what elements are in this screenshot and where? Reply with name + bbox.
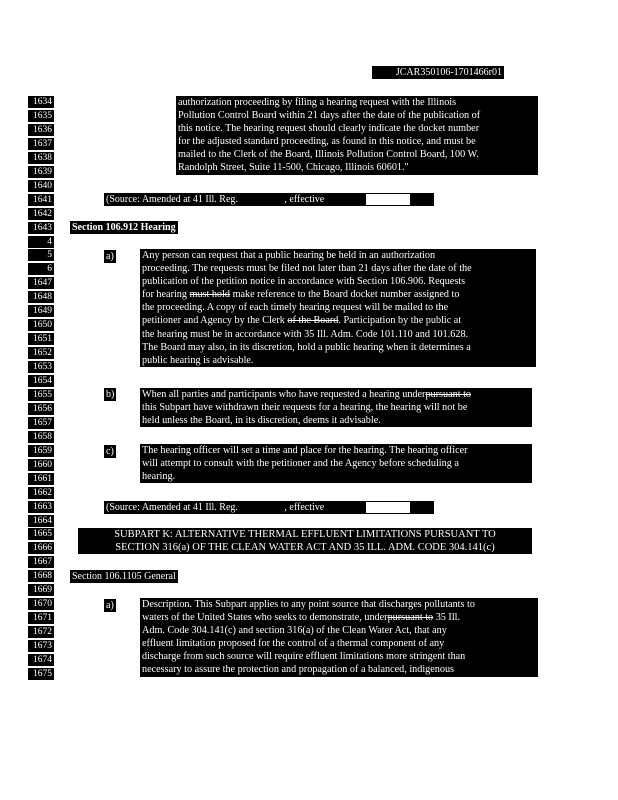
paragraph-line: publication of the petition notice in accordance with Section 106.906. Requests [142, 276, 466, 288]
redaction-gap [460, 194, 530, 205]
paragraph-line: will attempt to consult with the petitioner and the Agency before scheduling a [142, 458, 459, 470]
source-prefix: (Source: Amended at 41 Ill. Reg. [106, 194, 241, 205]
paragraph-line: the proceeding. A copy of each timely hearing request will be mailed to the [142, 302, 449, 314]
line-number: 1660 [28, 459, 54, 471]
line-number: 1668 [28, 570, 54, 582]
line-number: 1634 [28, 96, 54, 108]
paragraph-line: When all parties and participants who have requested a hearing underpursuant to [142, 389, 472, 400]
paragraph-line: The hearing officer will set a time and place for the hearing. The hearing officer [142, 445, 468, 456]
document-id: JCAR350106-1701466r01 [372, 66, 504, 79]
paragraph-line: mailed to the Clerk of the Board, Illinois Pollution Control Board, 100 W. [178, 149, 479, 161]
section-heading-1105: Section 106.1105 General [72, 571, 176, 582]
line-number: 1649 [28, 305, 54, 317]
line-number: 1643 [28, 222, 54, 234]
redaction-gap [366, 194, 410, 205]
para-b-label: b) [106, 389, 115, 400]
line-number: 1667 [28, 556, 54, 568]
paragraph-line: this notice. The hearing request should clearly indicate the docket number [178, 123, 480, 135]
line-number: 4 [28, 236, 54, 248]
paragraph-line: proceeding. The requests must be filed not later than 21 days after the date of the [142, 263, 472, 275]
line-number: 1639 [28, 166, 54, 178]
line-number: 1650 [28, 319, 54, 331]
line-number: 1653 [28, 361, 54, 373]
line-number: 1670 [28, 598, 54, 610]
subpart-k-heading [78, 528, 532, 554]
para-1105a-text [140, 598, 538, 677]
section-heading-912: Section 106.912 Hearing [72, 222, 176, 233]
redaction-gap [366, 502, 410, 513]
line-number: 1635 [28, 110, 54, 122]
line-number: 1652 [28, 347, 54, 359]
paragraph-line: discharge from such source will require effluent limitations more stringent than [142, 651, 466, 663]
paragraph-line: petitioner and Agency by the Clerk of the Board. Participation by the public at [142, 315, 462, 327]
paragraph-line: authorization proceeding by filing a hearing request with the Illinois [178, 97, 457, 108]
line-number: 1648 [28, 291, 54, 303]
paragraph-line: necessary to assure the protection and propagation of a balanced, indigenous [142, 664, 455, 676]
line-number: 1651 [28, 333, 54, 345]
line-number: 1640 [28, 180, 54, 192]
line-number: 1637 [28, 138, 54, 150]
line-number: 1673 [28, 640, 54, 652]
line-number: 1659 [28, 445, 54, 457]
line-number: 1657 [28, 417, 54, 429]
line-number: 1661 [28, 473, 54, 485]
paragraph-line: Any person can request that a public hearing be held in an authorization [142, 250, 436, 261]
source-middle: , effective [284, 502, 327, 513]
line-number: 1642 [28, 208, 54, 220]
paragraph-line: held unless the Board, in its discretion, deems it advisable. [142, 415, 381, 427]
line-number: 1671 [28, 612, 54, 624]
line-number: 1641 [28, 194, 54, 206]
paragraph-line: The Board may also, in its discretion, hold a public hearing when it determines a [142, 341, 471, 353]
para-b-text [140, 388, 532, 427]
line-number: 1654 [28, 375, 54, 387]
line-number: 1669 [28, 584, 54, 596]
paragraph-line: Adm. Code 304.141(c) and section 316(a) of the Clean Water Act, that any [142, 625, 447, 637]
source-note-1 [104, 193, 434, 206]
paragraph-line: for the adjusted standard proceeding, as found in this notice, and must be [178, 136, 476, 148]
subpart-k-line1: SUBPART K: ALTERNATIVE THERMAL EFFLUENT LIMITATIONS PURSUANT TO [114, 529, 496, 540]
redaction-gap [460, 502, 530, 513]
line-number: 1674 [28, 654, 54, 666]
paragraph-line: effluent limitation proposed for the control of a thermal component of any [142, 638, 445, 650]
paragraph-line: the hearing must be in accordance with 35 Ill. Adm. Code 101.110 and 101.628. [142, 328, 469, 340]
line-number: 1647 [28, 277, 54, 289]
line-number: 1658 [28, 431, 54, 443]
subpart-k-line2: SECTION 316(a) OF THE CLEAN WATER ACT AND 35 ILL. ADM. CODE 304.141(c) [115, 542, 495, 554]
paragraph-line: Randolph Street, Suite 11-500, Chicago, Illinois 60601." [178, 162, 409, 174]
line-number: 5 [28, 249, 54, 261]
source-note-2 [104, 501, 434, 514]
line-number: 6 [28, 263, 54, 275]
line-number: 1664 [28, 515, 54, 527]
line-number: 1656 [28, 403, 54, 415]
paragraph-line: waters of the United States who seeks to demonstrate, underpursuant to 35 Ill. [142, 612, 461, 624]
paragraph-line: Pollution Control Board within 21 days after the date of the publication of [178, 110, 481, 122]
line-number: 1638 [28, 152, 54, 164]
line-number: 1663 [28, 501, 54, 513]
paragraph-line: public hearing is advisable. [142, 354, 254, 366]
para-a-text [140, 249, 536, 367]
para-c-text [140, 444, 532, 483]
source-prefix: (Source: Amended at 41 Ill. Reg. [106, 502, 241, 513]
line-number: 1665 [28, 528, 54, 540]
paragraph-line: Description. This Subpart applies to any point source that discharges pollutants to [142, 599, 475, 610]
para-a-label: a) [106, 251, 114, 262]
paragraph-line: hearing. [142, 471, 176, 483]
source-middle: , effective [284, 194, 327, 205]
line-number: 1655 [28, 389, 54, 401]
para-c-label: c) [106, 446, 114, 457]
para-1105a-label: a) [106, 600, 114, 611]
top-paragraph [176, 96, 538, 175]
line-number: 1672 [28, 626, 54, 638]
line-number: 1675 [28, 668, 54, 680]
line-number: 1636 [28, 124, 54, 136]
line-number: 1662 [28, 487, 54, 499]
line-number: 1666 [28, 542, 54, 554]
paragraph-line: for hearing must hold make reference to the Board docket number assigned to [142, 289, 460, 301]
paragraph-line: this Subpart have withdrawn their requests for a hearing, the hearing will not be [142, 402, 468, 414]
